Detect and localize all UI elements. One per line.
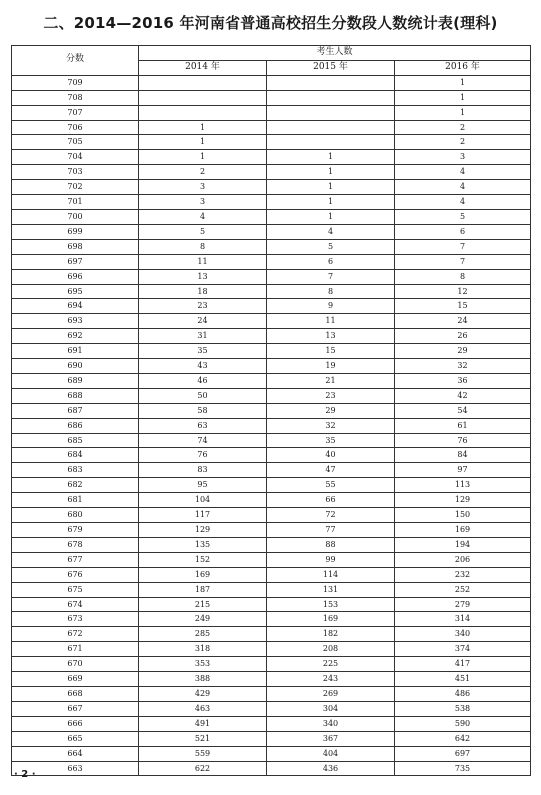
score-cell: 705 bbox=[12, 135, 139, 150]
table-row bbox=[12, 701, 531, 716]
table-body bbox=[12, 75, 531, 776]
count-2015-cell: 11 bbox=[267, 314, 395, 329]
count-2016-cell: 4 bbox=[395, 165, 531, 180]
score-cell: 663 bbox=[12, 761, 139, 776]
table-row bbox=[12, 716, 531, 731]
score-cell: 683 bbox=[12, 463, 139, 478]
count-2015-cell: 243 bbox=[267, 672, 395, 687]
count-2016-cell: 206 bbox=[395, 552, 531, 567]
count-2015-cell: 169 bbox=[267, 612, 395, 627]
table-row bbox=[12, 761, 531, 776]
table-row bbox=[12, 433, 531, 448]
count-2016-cell: 374 bbox=[395, 642, 531, 657]
count-2015-cell: 23 bbox=[267, 388, 395, 403]
count-2015-cell: 225 bbox=[267, 657, 395, 672]
count-2015-cell bbox=[267, 135, 395, 150]
count-2016-cell: 84 bbox=[395, 448, 531, 463]
score-cell: 665 bbox=[12, 731, 139, 746]
count-2016-cell: 3 bbox=[395, 150, 531, 165]
count-2015-cell: 19 bbox=[267, 359, 395, 374]
count-2015-cell: 208 bbox=[267, 642, 395, 657]
count-2015-cell: 7 bbox=[267, 269, 395, 284]
score-cell: 677 bbox=[12, 552, 139, 567]
score-cell: 692 bbox=[12, 329, 139, 344]
count-2015-cell: 153 bbox=[267, 597, 395, 612]
score-cell: 702 bbox=[12, 180, 139, 195]
score-cell: 697 bbox=[12, 254, 139, 269]
score-cell: 700 bbox=[12, 209, 139, 224]
table-row bbox=[12, 478, 531, 493]
count-2015-cell: 1 bbox=[267, 195, 395, 210]
count-2014-cell: 43 bbox=[139, 359, 267, 374]
count-2014-cell: 152 bbox=[139, 552, 267, 567]
count-2014-cell: 63 bbox=[139, 418, 267, 433]
count-2014-cell bbox=[139, 90, 267, 105]
count-2016-cell: 7 bbox=[395, 239, 531, 254]
table-row bbox=[12, 552, 531, 567]
count-2015-cell: 4 bbox=[267, 224, 395, 239]
count-2016-cell: 279 bbox=[395, 597, 531, 612]
table-row bbox=[12, 239, 531, 254]
count-2015-cell: 72 bbox=[267, 508, 395, 523]
count-2014-cell: 76 bbox=[139, 448, 267, 463]
score-cell: 671 bbox=[12, 642, 139, 657]
score-cell: 664 bbox=[12, 746, 139, 761]
count-2014-cell: 8 bbox=[139, 239, 267, 254]
count-2016-cell: 169 bbox=[395, 523, 531, 538]
count-2014-cell: 559 bbox=[139, 746, 267, 761]
score-cell: 670 bbox=[12, 657, 139, 672]
count-2016-cell: 12 bbox=[395, 284, 531, 299]
count-2015-cell: 1 bbox=[267, 180, 395, 195]
score-cell: 693 bbox=[12, 314, 139, 329]
score-cell: 694 bbox=[12, 299, 139, 314]
count-2016-cell: 15 bbox=[395, 299, 531, 314]
table-row bbox=[12, 135, 531, 150]
count-2014-cell: 117 bbox=[139, 508, 267, 523]
count-2015-cell: 47 bbox=[267, 463, 395, 478]
score-cell: 666 bbox=[12, 716, 139, 731]
count-2015-cell: 55 bbox=[267, 478, 395, 493]
count-2014-cell: 429 bbox=[139, 686, 267, 701]
count-2014-cell bbox=[139, 105, 267, 120]
score-cell: 706 bbox=[12, 120, 139, 135]
table-row bbox=[12, 344, 531, 359]
count-2014-cell: 187 bbox=[139, 582, 267, 597]
count-2015-cell: 340 bbox=[267, 716, 395, 731]
table-row bbox=[12, 329, 531, 344]
count-2014-cell: 4 bbox=[139, 209, 267, 224]
count-2016-cell: 36 bbox=[395, 373, 531, 388]
count-2015-cell bbox=[267, 105, 395, 120]
count-2016-cell: 76 bbox=[395, 433, 531, 448]
score-cell: 674 bbox=[12, 597, 139, 612]
count-2015-cell: 15 bbox=[267, 344, 395, 359]
count-2016-cell: 232 bbox=[395, 567, 531, 582]
count-2015-cell: 88 bbox=[267, 537, 395, 552]
score-cell: 703 bbox=[12, 165, 139, 180]
score-cell: 673 bbox=[12, 612, 139, 627]
score-cell: 681 bbox=[12, 493, 139, 508]
table-row bbox=[12, 284, 531, 299]
count-2016-cell: 97 bbox=[395, 463, 531, 478]
count-2015-cell: 269 bbox=[267, 686, 395, 701]
table-row bbox=[12, 642, 531, 657]
table-row bbox=[12, 120, 531, 135]
table-row bbox=[12, 493, 531, 508]
count-2016-cell: 340 bbox=[395, 627, 531, 642]
count-2016-cell: 42 bbox=[395, 388, 531, 403]
count-2014-cell: 95 bbox=[139, 478, 267, 493]
count-2014-cell: 13 bbox=[139, 269, 267, 284]
score-cell: 676 bbox=[12, 567, 139, 582]
count-2015-cell: 5 bbox=[267, 239, 395, 254]
count-2016-cell: 32 bbox=[395, 359, 531, 374]
table-row bbox=[12, 582, 531, 597]
count-2016-cell: 735 bbox=[395, 761, 531, 776]
score-cell: 689 bbox=[12, 373, 139, 388]
count-2014-cell: 285 bbox=[139, 627, 267, 642]
table-row bbox=[12, 75, 531, 90]
count-2014-cell: 3 bbox=[139, 180, 267, 195]
count-2014-cell: 24 bbox=[139, 314, 267, 329]
count-2015-cell: 40 bbox=[267, 448, 395, 463]
count-2014-cell: 11 bbox=[139, 254, 267, 269]
count-2016-cell: 697 bbox=[395, 746, 531, 761]
score-cell: 704 bbox=[12, 150, 139, 165]
score-cell: 675 bbox=[12, 582, 139, 597]
table-row bbox=[12, 627, 531, 642]
table-row bbox=[12, 403, 531, 418]
score-cell: 709 bbox=[12, 75, 139, 90]
count-2016-cell: 642 bbox=[395, 731, 531, 746]
score-cell: 672 bbox=[12, 627, 139, 642]
count-2016-cell: 29 bbox=[395, 344, 531, 359]
count-2014-cell: 318 bbox=[139, 642, 267, 657]
table-row bbox=[12, 657, 531, 672]
count-2014-cell: 388 bbox=[139, 672, 267, 687]
count-2015-cell: 1 bbox=[267, 209, 395, 224]
count-2016-cell: 538 bbox=[395, 701, 531, 716]
count-2016-cell: 7 bbox=[395, 254, 531, 269]
count-2015-cell: 182 bbox=[267, 627, 395, 642]
score-cell: 667 bbox=[12, 701, 139, 716]
count-2016-cell: 61 bbox=[395, 418, 531, 433]
count-2016-cell: 129 bbox=[395, 493, 531, 508]
count-2014-cell: 23 bbox=[139, 299, 267, 314]
table-row bbox=[12, 209, 531, 224]
count-2016-cell: 24 bbox=[395, 314, 531, 329]
count-2014-cell: 18 bbox=[139, 284, 267, 299]
count-2014-cell: 129 bbox=[139, 523, 267, 538]
score-column-header: 分数 bbox=[12, 46, 139, 76]
count-2015-cell: 29 bbox=[267, 403, 395, 418]
count-2014-cell: 215 bbox=[139, 597, 267, 612]
count-2015-cell: 77 bbox=[267, 523, 395, 538]
count-2014-cell: 50 bbox=[139, 388, 267, 403]
table-row bbox=[12, 686, 531, 701]
count-2015-cell bbox=[267, 75, 395, 90]
page-title: 二、2014—2016 年河南省普通高校招生分数段人数统计表(理科) bbox=[43, 14, 498, 32]
count-2015-cell: 367 bbox=[267, 731, 395, 746]
table-row bbox=[12, 597, 531, 612]
table-row bbox=[12, 537, 531, 552]
count-2015-cell: 436 bbox=[267, 761, 395, 776]
table-row bbox=[12, 418, 531, 433]
table-row bbox=[12, 388, 531, 403]
count-2014-cell: 249 bbox=[139, 612, 267, 627]
year-header-2014: 2014 年 bbox=[139, 60, 267, 75]
count-2014-cell: 2 bbox=[139, 165, 267, 180]
candidate-count-group-header: 考生人数 bbox=[139, 46, 531, 61]
count-2014-cell: 31 bbox=[139, 329, 267, 344]
count-2015-cell: 13 bbox=[267, 329, 395, 344]
count-2016-cell: 1 bbox=[395, 75, 531, 90]
count-2015-cell bbox=[267, 120, 395, 135]
table-row bbox=[12, 165, 531, 180]
count-2015-cell: 404 bbox=[267, 746, 395, 761]
score-cell: 708 bbox=[12, 90, 139, 105]
table-row bbox=[12, 269, 531, 284]
count-2015-cell: 8 bbox=[267, 284, 395, 299]
count-2016-cell: 486 bbox=[395, 686, 531, 701]
table-row bbox=[12, 105, 531, 120]
score-cell: 691 bbox=[12, 344, 139, 359]
count-2014-cell: 1 bbox=[139, 135, 267, 150]
count-2014-cell: 46 bbox=[139, 373, 267, 388]
score-cell: 668 bbox=[12, 686, 139, 701]
table-row bbox=[12, 567, 531, 582]
count-2014-cell: 491 bbox=[139, 716, 267, 731]
count-2015-cell: 9 bbox=[267, 299, 395, 314]
score-cell: 701 bbox=[12, 195, 139, 210]
score-cell: 684 bbox=[12, 448, 139, 463]
count-2016-cell: 590 bbox=[395, 716, 531, 731]
score-cell: 682 bbox=[12, 478, 139, 493]
count-2016-cell: 150 bbox=[395, 508, 531, 523]
table-row bbox=[12, 463, 531, 478]
score-cell: 678 bbox=[12, 537, 139, 552]
table-row bbox=[12, 90, 531, 105]
count-2016-cell: 4 bbox=[395, 195, 531, 210]
table-row bbox=[12, 373, 531, 388]
count-2016-cell: 451 bbox=[395, 672, 531, 687]
count-2015-cell: 114 bbox=[267, 567, 395, 582]
count-2016-cell: 113 bbox=[395, 478, 531, 493]
count-2014-cell: 74 bbox=[139, 433, 267, 448]
table-row bbox=[12, 523, 531, 538]
table-row bbox=[12, 746, 531, 761]
count-2014-cell: 35 bbox=[139, 344, 267, 359]
score-cell: 686 bbox=[12, 418, 139, 433]
count-2014-cell: 5 bbox=[139, 224, 267, 239]
count-2014-cell bbox=[139, 75, 267, 90]
count-2016-cell: 26 bbox=[395, 329, 531, 344]
count-2014-cell: 135 bbox=[139, 537, 267, 552]
count-2014-cell: 1 bbox=[139, 150, 267, 165]
score-cell: 690 bbox=[12, 359, 139, 374]
count-2016-cell: 8 bbox=[395, 269, 531, 284]
count-2016-cell: 194 bbox=[395, 537, 531, 552]
score-cell: 679 bbox=[12, 523, 139, 538]
count-2015-cell: 99 bbox=[267, 552, 395, 567]
year-header-2015: 2015 年 bbox=[267, 60, 395, 75]
count-2016-cell: 252 bbox=[395, 582, 531, 597]
score-cell: 699 bbox=[12, 224, 139, 239]
count-2014-cell: 463 bbox=[139, 701, 267, 716]
count-2015-cell bbox=[267, 90, 395, 105]
table-row bbox=[12, 314, 531, 329]
table-row bbox=[12, 224, 531, 239]
count-2015-cell: 6 bbox=[267, 254, 395, 269]
count-2016-cell: 314 bbox=[395, 612, 531, 627]
table-row bbox=[12, 254, 531, 269]
count-2014-cell: 3 bbox=[139, 195, 267, 210]
score-cell: 680 bbox=[12, 508, 139, 523]
count-2015-cell: 32 bbox=[267, 418, 395, 433]
count-2015-cell: 66 bbox=[267, 493, 395, 508]
count-2014-cell: 521 bbox=[139, 731, 267, 746]
count-2015-cell: 1 bbox=[267, 165, 395, 180]
table-row bbox=[12, 448, 531, 463]
score-cell: 696 bbox=[12, 269, 139, 284]
score-cell: 687 bbox=[12, 403, 139, 418]
count-2016-cell: 1 bbox=[395, 105, 531, 120]
count-2015-cell: 304 bbox=[267, 701, 395, 716]
year-header-2016: 2016 年 bbox=[395, 60, 531, 75]
score-cell: 669 bbox=[12, 672, 139, 687]
score-cell: 685 bbox=[12, 433, 139, 448]
table-row bbox=[12, 195, 531, 210]
count-2014-cell: 104 bbox=[139, 493, 267, 508]
count-2016-cell: 1 bbox=[395, 90, 531, 105]
score-cell: 707 bbox=[12, 105, 139, 120]
count-2016-cell: 6 bbox=[395, 224, 531, 239]
table-row bbox=[12, 731, 531, 746]
table-row bbox=[12, 508, 531, 523]
count-2014-cell: 353 bbox=[139, 657, 267, 672]
count-2016-cell: 4 bbox=[395, 180, 531, 195]
score-cell: 698 bbox=[12, 239, 139, 254]
score-distribution-table bbox=[11, 45, 531, 776]
count-2014-cell: 58 bbox=[139, 403, 267, 418]
count-2016-cell: 2 bbox=[395, 120, 531, 135]
table-row bbox=[12, 150, 531, 165]
table-row bbox=[12, 180, 531, 195]
count-2014-cell: 622 bbox=[139, 761, 267, 776]
score-cell: 688 bbox=[12, 388, 139, 403]
count-2016-cell: 417 bbox=[395, 657, 531, 672]
count-2015-cell: 131 bbox=[267, 582, 395, 597]
table-row bbox=[12, 359, 531, 374]
table-row bbox=[12, 612, 531, 627]
page-number: · 2 · bbox=[14, 769, 36, 780]
count-2015-cell: 1 bbox=[267, 150, 395, 165]
count-2014-cell: 169 bbox=[139, 567, 267, 582]
count-2015-cell: 21 bbox=[267, 373, 395, 388]
count-2016-cell: 2 bbox=[395, 135, 531, 150]
table-row bbox=[12, 299, 531, 314]
count-2016-cell: 5 bbox=[395, 209, 531, 224]
count-2016-cell: 54 bbox=[395, 403, 531, 418]
count-2014-cell: 1 bbox=[139, 120, 267, 135]
score-cell: 695 bbox=[12, 284, 139, 299]
count-2015-cell: 35 bbox=[267, 433, 395, 448]
count-2014-cell: 83 bbox=[139, 463, 267, 478]
table-row bbox=[12, 672, 531, 687]
